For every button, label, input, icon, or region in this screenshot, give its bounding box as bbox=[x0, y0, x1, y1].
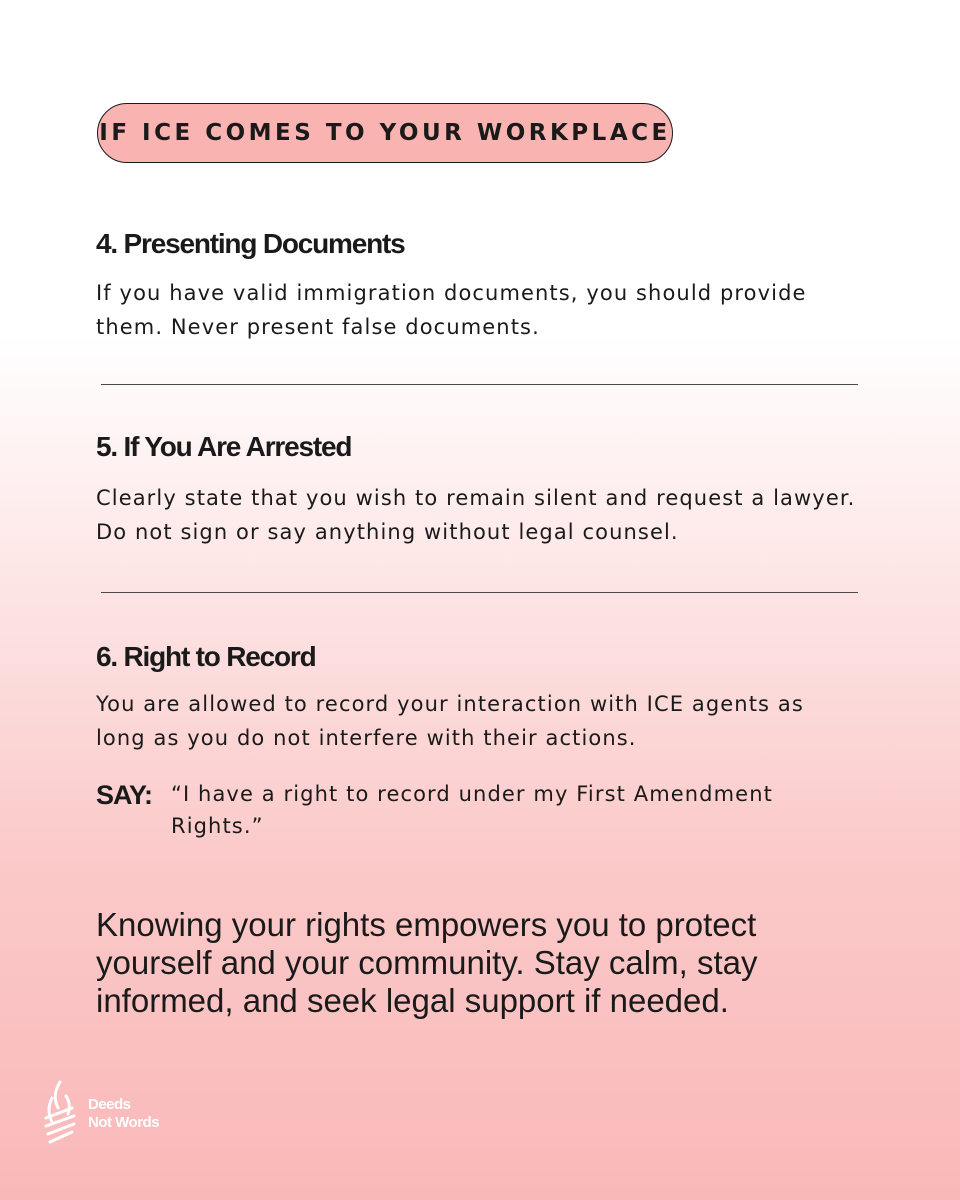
say-quote: “I have a right to record under my First Amendment Rights.” bbox=[171, 782, 773, 838]
logo-wordmark bbox=[88, 1096, 159, 1132]
section-title-pill bbox=[97, 103, 673, 163]
heading-right-to-record: 6. Right to Record bbox=[96, 641, 316, 672]
say-label: SAY: bbox=[96, 780, 153, 810]
divider bbox=[101, 384, 858, 385]
heading-if-arrested: 5. If You Are Arrested bbox=[96, 431, 352, 462]
body-if-arrested: Clearly state that you wish to remain silent and request a lawyer. Do not sign or say anything without legal counsel. bbox=[96, 486, 856, 544]
logo-line-1: Deeds bbox=[88, 1096, 131, 1113]
heading-presenting-documents: 4. Presenting Documents bbox=[96, 228, 405, 259]
body-right-to-record: You are allowed to record your interaction with ICE agents as long as you do not interfere with their actions. bbox=[96, 692, 804, 750]
section-title: IF ICE COMES TO YOUR WORKPLACE bbox=[99, 120, 671, 146]
divider bbox=[101, 592, 858, 593]
body-presenting-documents: If you have valid immigration documents, you should provide them. Never present false documents. bbox=[96, 281, 807, 339]
flame-logo-icon bbox=[40, 1078, 78, 1150]
logo-line-2: Not Words bbox=[88, 1114, 160, 1131]
brand-logo bbox=[40, 1078, 159, 1150]
closing-statement: Knowing your rights empowers you to protect yourself and your community. Stay calm, stay informed, and seek legal support if needed. bbox=[96, 906, 758, 1019]
